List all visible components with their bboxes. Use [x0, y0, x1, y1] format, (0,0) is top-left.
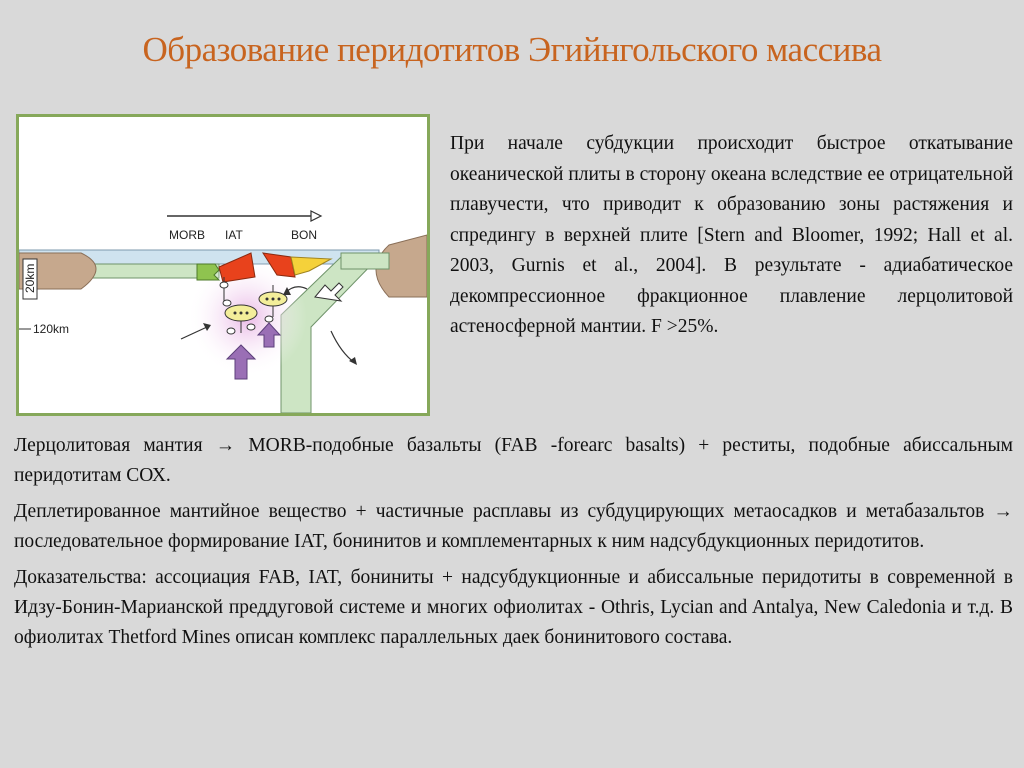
- morb-crust: [197, 264, 219, 280]
- spreading-arrowhead-icon: [311, 211, 321, 221]
- right-paragraph: При начале субдукции происходит быстрое откатывание океанической плиты в сторону океана вследствие ее отрицательной плавучести, что приводит к образованию зоны растяжения и спредингу в верхней плите [Stern and Bloomer, 1992; Hall et al. 2003, Gurnis et al., 2004]. В результате - адиабатическое декомпрессионное фракционное плавление лерцолитовой астеносферной мантии. F >25%.: [450, 133, 1013, 337]
- label-bon: BON: [291, 228, 318, 242]
- subduction-diagram: [16, 114, 430, 416]
- bottom-text-block: [14, 431, 1013, 659]
- label-20km: 20km: [23, 263, 37, 293]
- paragraph-evidence: Доказательства: ассоциация FAB, IAT, бониниты + надсубдукционные и абиссальные перидотиты в современной в Идзу-Бонин-Марианской преддуговой системе и многих офиолитах - Othris, Lycian and Antalya, New Caledonia и т.д. В офиолитах Thetford Mines описан комплекс параллельных даек бонинитового состава.: [14, 567, 1013, 648]
- label-morb: MORB: [169, 228, 205, 242]
- slide-title: Образование перидотитов Эгийнгольского массива: [142, 30, 882, 69]
- subduction-diagram-svg: [19, 117, 427, 413]
- paragraph-depleted-mantle: Деплетированное мантийное вещество + частичные расплавы из субдуцирующих метаосадков и метабазальтов → последовательное формирование IAT, бонинитов и комплементарных к ним надсубдукционных перидотитов.: [14, 501, 1013, 552]
- paragraph-lherzolite: Лерцолитовая мантия → MORB-подобные базальты (FAB -forearc basalts) + реститы, подобные абиссальным перидотитам СОХ.: [14, 435, 1013, 486]
- slab-extension: [341, 253, 389, 269]
- label-120km: 120km: [33, 322, 70, 336]
- label-iat: IAT: [225, 228, 243, 242]
